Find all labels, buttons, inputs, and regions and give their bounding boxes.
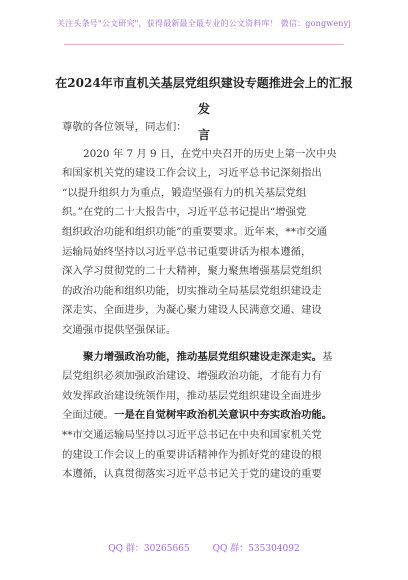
body-line: 本遵循，认真贯彻落实习近平总书记关于党的建设的重要: [62, 468, 322, 481]
body-line: 层党组织必须加强政治建设、增强政治功能，才能有力有: [62, 370, 322, 383]
body-line: 和国家机关党的建设工作会议上，习近平总书记深刻指出: [62, 167, 322, 180]
body-line: [62, 348, 362, 368]
body-text: 全面过硬。: [62, 409, 114, 422]
point-heading: 一是在自觉树牢政治机关意识中夯实政治功能。: [113, 409, 333, 422]
title-line-2: 言: [197, 128, 210, 142]
body-text: 基: [321, 350, 333, 363]
body-line: 组织政治功能和组织功能”的重要要求。近年来，**市交通: [62, 225, 328, 238]
body-line: 交通强市提供坚强保证。: [62, 323, 177, 336]
body-line: [62, 406, 362, 426]
body-line: 深入学习贯彻党的二十大精神，聚力聚焦增强基层党组织: [62, 265, 322, 278]
body-line: 织。”在党的二十大报告中，习近平总书记提出“增强党: [62, 206, 307, 219]
promo-footer: [0, 541, 408, 554]
body-line: 效发挥政治建设统领作用，推动基层党组织建设全面进步: [62, 389, 322, 402]
body-line: 运输局始终坚持以习近平总书记重要讲话为根本遵循，: [62, 245, 312, 258]
qq-group-2: QQ 群：535304092: [212, 544, 300, 554]
paragraph-1: [62, 145, 362, 341]
body-line: 2020 年 7 月 9 日，在党中央召开的历史上第一次中央: [83, 147, 337, 160]
paragraph-2: [62, 348, 362, 485]
body-line: “以提升组织力为重点，锻造坚强有力的机关基层党组: [62, 186, 307, 199]
body-line: **市交通运输局坚持以习近平总书记在中央和国家机关党: [62, 428, 322, 441]
body-line: 深走实、全面进步，为凝心聚力建设人民满意交通、建设: [62, 304, 322, 317]
qq-group-1: QQ 群：30265665: [108, 544, 190, 554]
salutation: 尊敬的各位领导，同志们：: [62, 121, 187, 133]
section-heading: 聚力增强政治功能，推动基层党组织建设走深走实。: [83, 350, 322, 363]
body-line: 的建设工作会议上的重要讲话精神作为抓好党的建设的根: [62, 448, 322, 461]
title-line-1: 在2024年市直机关基层党组织建设专题推进会上的汇报发: [55, 76, 353, 116]
promo-header: 关注头条号"公文研究"，获得最新最全最专业的公文资料库！ 微信：gongwenyj: [56, 19, 352, 28]
header-divider: [64, 44, 344, 45]
document-body: [62, 118, 362, 485]
body-line: 的政治功能和组织功能，切实推动全局基层党组织建设走: [62, 284, 322, 297]
